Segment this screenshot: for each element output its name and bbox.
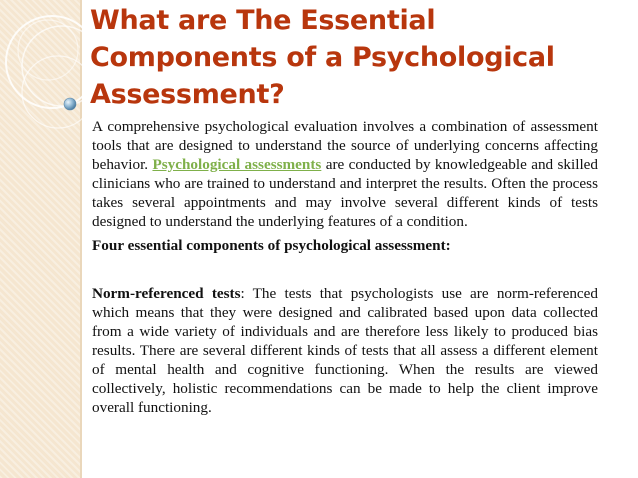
intro-text-after-link: are conducted by knowledgeable and skilled clinicians who are trained to understand and interpret the results. Often the process takes several appointments and may involve several different kinds of tests designed to understand the underlying features of a condition. <box>92 156 598 230</box>
psychological-assessments-link[interactable]: Psychological assessments <box>152 156 322 173</box>
norm-referenced-term: Norm-referenced tests <box>92 285 241 302</box>
norm-referenced-text: : The tests that psychologists use are norm-referenced which means that they were designed and calibrated based upon data collected from a wide variety of individuals and are therefore less likely to produced bias results. There are several different kinds of tests that all assess a different element of mental health and cognitive functioning. When the results are viewed collectively, holistic recommendations can be made to help the client improve overall functioning. <box>92 285 598 416</box>
slide-content <box>92 117 598 417</box>
intro-paragraph <box>92 117 598 231</box>
slide-title: What are The Essential Components of a Psychological Assessment? <box>90 5 555 110</box>
bubble-dot-icon <box>64 98 76 110</box>
components-subheading: Four essential components of psychological assessment: <box>92 237 451 254</box>
norm-referenced-paragraph <box>92 284 598 417</box>
intro-text-before-link: A comprehensive psychological evaluation involves a combination of assessment tools that are designed to understand the source of underlying concerns affecting behavior. <box>92 118 598 173</box>
